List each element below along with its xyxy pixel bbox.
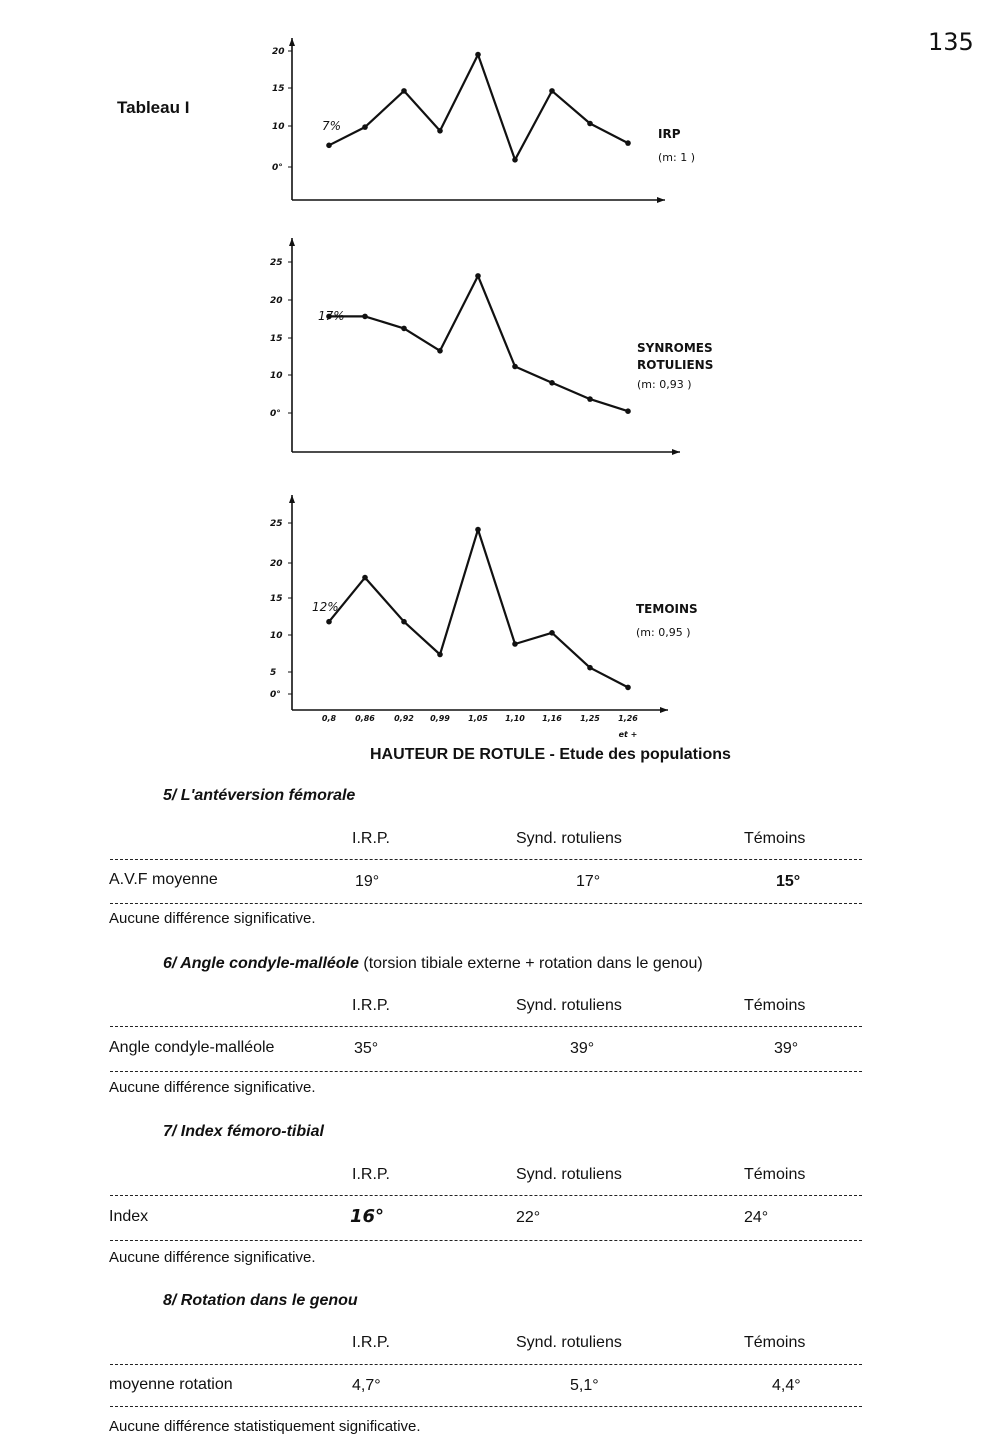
data-point [549,88,555,94]
row-label-index: Index [109,1208,149,1225]
data-point [512,641,518,647]
data-point [587,396,593,402]
series-line [329,530,628,688]
data-point [326,143,332,149]
row-label-condyle: Angle condyle-malléole [109,1039,275,1056]
data-point [437,652,443,658]
column-header-synd: Synd. rotuliens [516,997,622,1014]
section-title-text: 8/ Rotation dans le genou [163,1292,358,1309]
section-title-anteversion [163,787,355,805]
series-legend-text: (m: 0,95 ) [636,626,691,639]
data-point [512,157,518,163]
data-point [625,685,631,691]
start-value-label: 17% [318,309,345,323]
y-axis-arrow [289,238,295,246]
page-number: 135 [928,28,974,56]
y-tick-label: 15 [270,334,283,344]
x-tick-label: et + [618,730,638,739]
y-tick-label: 5 [270,668,277,678]
row-label-avf: A.V.F moyenne [109,871,218,888]
start-value-label: 7% [322,119,342,133]
table-divider [110,903,862,904]
value-synd-rotation: 5,1° [570,1377,599,1394]
series-legend-text: ROTULIENS [637,358,714,372]
column-header-temoins: Témoins [744,1166,806,1183]
data-point [587,121,593,127]
section-title-text: 7/ Index fémoro-tibial [163,1123,324,1140]
column-header-synd: Synd. rotuliens [516,1334,622,1351]
x-tick-label: 0,86 [355,714,375,723]
y-tick-label: 10 [270,371,283,381]
column-header-irp: I.R.P. [352,997,390,1014]
table-label: Tableau I [117,98,190,117]
start-value-label: 12% [312,600,339,614]
data-point [549,380,555,386]
series-line [329,276,628,411]
y-tick-label: 0° [272,163,283,173]
column-header-temoins: Témoins [744,1334,806,1351]
table-divider [110,1026,862,1027]
column-header-synd: Synd. rotuliens [516,1166,622,1183]
footnote-rotation: Aucune différence statistiquement significative. [109,1418,421,1435]
y-tick-label: 0° [270,690,281,700]
data-point [625,140,631,146]
data-point [401,619,407,625]
series-legend-text: IRP [658,127,681,141]
table-divider [110,1071,862,1072]
value-irp-condyle: 35° [354,1040,379,1057]
value-irp-avf: 19° [355,873,380,890]
x-axis-arrow [660,707,668,713]
data-point [437,128,443,134]
section-title-text: 5/ L'antéversion fémorale [163,787,356,804]
table-divider [110,859,862,860]
series-legend-text: (m: 0,93 ) [637,378,692,391]
y-tick-label: 10 [270,631,283,641]
x-tick-label: 1,25 [580,714,600,723]
series-legend-text: (m: 1 ) [658,151,695,164]
series-legend-text: TEMOINS [636,602,698,616]
table-divider [110,1364,862,1365]
footnote-condyle: Aucune différence significative. [109,1079,316,1096]
section-note: (torsion tibiale externe + rotation dans le genou) [363,955,703,972]
y-tick-label: 0° [270,409,281,419]
data-point [401,326,407,332]
section-title-text: 6/ Angle condyle-malléole [163,955,359,972]
data-point [512,364,518,370]
column-header-temoins: Témoins [744,997,806,1014]
data-point [362,124,368,130]
x-tick-label: 1,16 [542,714,562,723]
column-header-irp: I.R.P. [352,1166,390,1183]
data-point [326,619,332,625]
y-tick-label: 25 [270,258,283,268]
data-point [475,527,481,533]
x-axis-arrow [672,449,680,455]
series-legend-text: SYNROMES [637,341,713,355]
data-point [475,273,481,279]
y-tick-label: 10 [272,122,285,132]
column-header-synd: Synd. rotuliens [516,830,622,847]
footnote-anteversion: Aucune différence significative. [109,910,316,927]
table-divider [110,1240,862,1241]
section-title-condyle [163,955,703,973]
table-divider [110,1195,862,1196]
value-synd-condyle: 39° [570,1040,595,1057]
series-line [329,55,628,160]
value-irp-index: 16° [350,1206,385,1227]
column-header-temoins: Témoins [744,830,806,847]
value-temoins-rotation: 4,4° [772,1377,801,1394]
footnote-index: Aucune différence significative. [109,1249,316,1266]
y-tick-label: 20 [272,47,285,57]
column-header-irp: I.R.P. [352,830,390,847]
y-tick-label: 15 [270,594,283,604]
data-point [362,575,368,581]
x-tick-label: 0,8 [321,714,337,723]
data-point [362,314,368,320]
data-point [625,408,631,414]
value-irp-rotation: 4,7° [352,1377,381,1394]
x-axis-arrow [657,197,665,203]
y-tick-label: 15 [272,84,285,94]
row-label-rotation: moyenne rotation [109,1376,233,1393]
x-tick-label: 1,26 [618,714,638,723]
chart-caption: HAUTEUR DE ROTULE - Etude des populations [370,746,731,763]
data-point [475,52,481,58]
x-tick-label: 1,10 [505,714,525,723]
value-temoins-condyle: 39° [774,1040,799,1057]
data-point [437,348,443,354]
data-point [401,88,407,94]
data-point [549,630,555,636]
section-title-index [163,1123,324,1141]
value-temoins-index: 24° [744,1209,769,1226]
y-axis-arrow [289,38,295,46]
column-header-irp: I.R.P. [352,1334,390,1351]
x-tick-label: 0,92 [394,714,414,723]
value-synd-index: 22° [516,1209,541,1226]
y-tick-label: 25 [270,519,283,529]
y-axis-arrow [289,495,295,503]
table-divider [110,1406,862,1407]
x-tick-label: 1,05 [468,714,488,723]
y-tick-label: 20 [270,296,283,306]
section-title-rotation [163,1292,358,1310]
data-point [587,665,593,671]
x-tick-label: 0,99 [430,714,450,723]
y-tick-label: 20 [270,559,283,569]
value-synd-avf: 17° [576,873,601,890]
value-temoins-avf: 15° [776,873,801,890]
